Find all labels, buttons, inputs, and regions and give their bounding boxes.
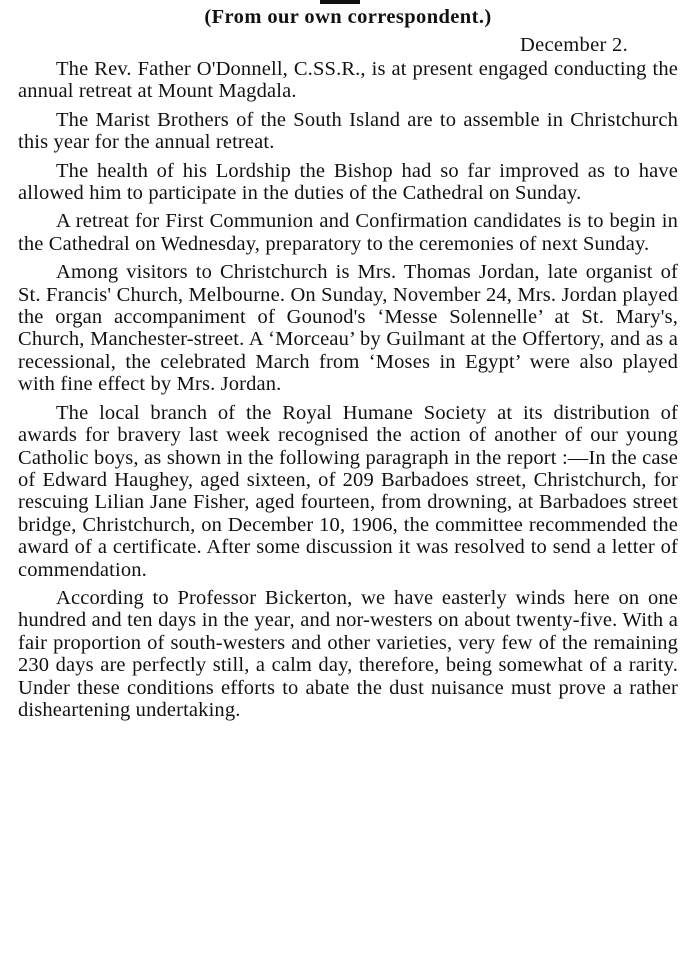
byline: (From our own correspondent.) [204,6,492,28]
paragraph-mrs-jordan: Among visitors to Christchurch is Mrs. Thomas Jordan, late organist of St. Francis' Church, Melbourne. On Sunday, November 24, Mrs. Jordan played the organ accompaniment of Gounod's ‘Messe Solennelle’ at St. Mary's, Church, Manchester-street. A ‘Morceau’ by Guilmant at the Offertory, and as a recessional, the celebrated March from ‘Moses in Egypt’ were also played with fine effect by Mrs. Jordan. [18,261,678,396]
paragraph-humane-society: The local branch of the Royal Humane Society at its distribution of awards for bravery last week recognised the action of another of our young Catholic boys, as shown in the following paragraph in the report :—In the case of Edward Haughey, aged sixteen, of 209 Barbadoes street, Christchurch, for rescuing Lilian Jane Fisher, aged fourteen, from drowning, at Barbadoes street bridge, Christchurch, on December 10, 1906, the committee recommended the award of a certificate. After some discussion it was resolved to send a letter of commendation. [18,401,678,581]
dateline: December 2. [519,34,628,56]
paragraph-bishop-health: The health of his Lordship the Bishop had so far improved as to have allowed him to participate in the duties of the Cathedral on Sunday. [18,159,678,205]
top-rule [320,0,360,4]
article-body [18,58,678,721]
paragraph-marist-brothers: The Marist Brothers of the South Island are to assemble in Christchurch this year for the annual retreat. [18,108,678,154]
paragraph-winds: According to Professor Bickerton, we have easterly winds here on one hundred and ten days in the year, and nor-westers on about twenty-five. With a fair proportion of south-westers and other varieties, very few of the remaining 230 days are perfectly still, a calm day, therefore, being somewhat of a rarity. Under these conditions efforts to abate the dust nuisance must prove a rather disheartening undertaking. [18,586,678,721]
paragraph-first-communion: A retreat for First Communion and Confirmation candidates is to begin in the Cathedral on Wednesday, preparatory to the ceremonies of next Sunday. [18,210,678,255]
paragraph-retreat-mount-magdala: The Rev. Father O'Donnell, C.SS.R., is at present engaged conducting the annual retreat at Mount Magdala. [18,58,678,103]
